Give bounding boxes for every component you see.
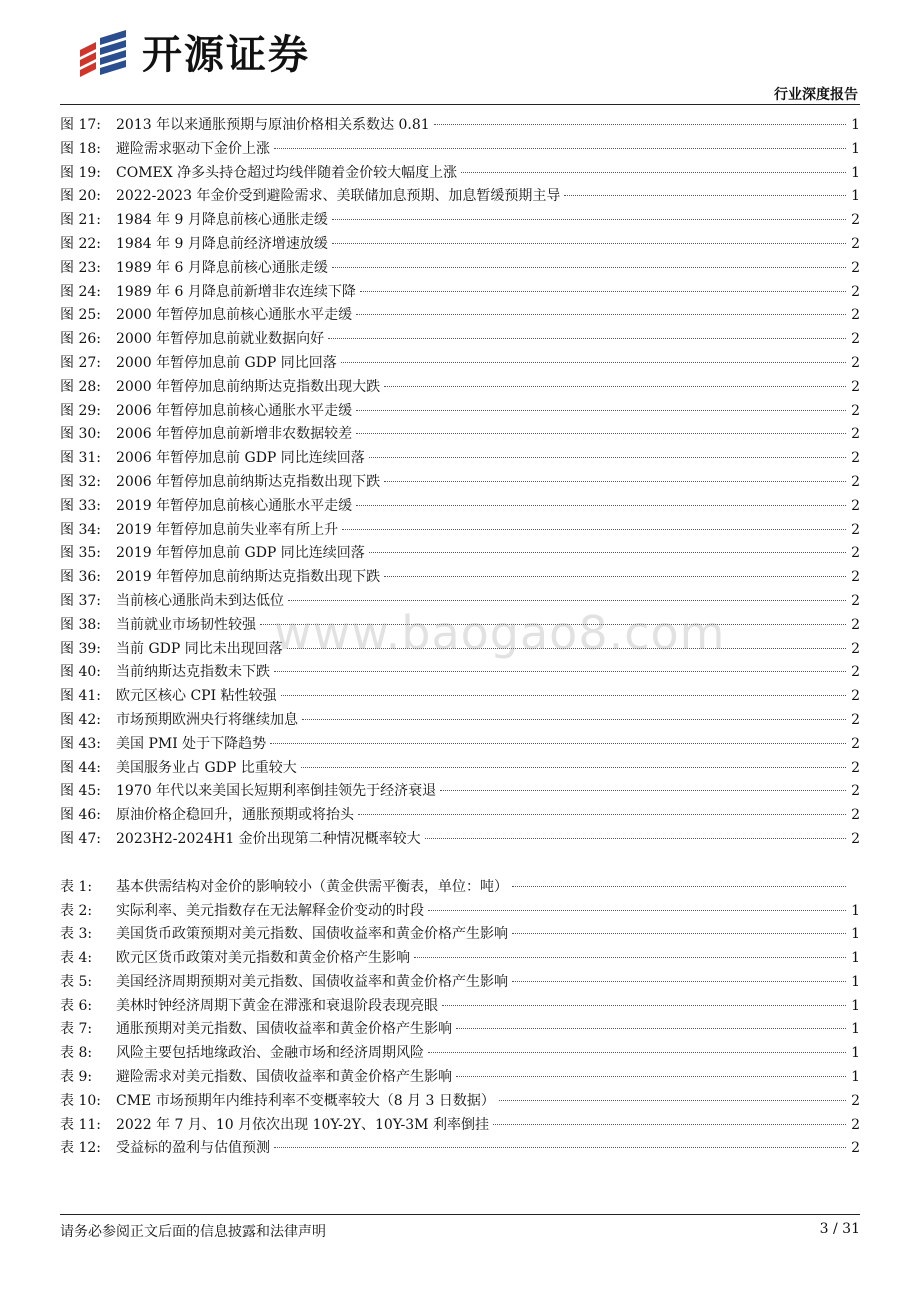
toc-entry-title: 2000 年暂停加息前纳斯达克指数出现大跌 bbox=[116, 378, 381, 395]
toc-entry-title: 2019 年暂停加息前纳斯达克指数出现下跌 bbox=[116, 569, 381, 586]
toc-entry-title: 通胀预期对美元指数、国债收益率和黄金价格产生影响 bbox=[116, 1021, 452, 1038]
toc-leader-dots bbox=[442, 1005, 846, 1006]
toc-leader-dots bbox=[564, 195, 846, 196]
toc-entry-number: 表 1: bbox=[60, 878, 93, 895]
toc-entry-page: 2 bbox=[851, 473, 860, 490]
toc-entry-number: 图 47: bbox=[60, 830, 101, 847]
toc-entry-page: 2 bbox=[851, 759, 860, 776]
toc-entry-title: 2006 年暂停加息前核心通胀水平走缓 bbox=[116, 402, 353, 419]
toc-leader-dots bbox=[384, 576, 846, 577]
toc-entry-number: 表 9: bbox=[60, 1069, 93, 1086]
toc-entry-title: 2006 年暂停加息前纳斯达克指数出现下跌 bbox=[116, 473, 381, 490]
toc-leader-dots bbox=[512, 933, 846, 934]
toc-entry-page: 2 bbox=[851, 664, 860, 681]
logo-text: 开源证券 bbox=[142, 32, 310, 78]
toc-entry-title: 美国经济周期预期对美元指数、国债收益率和黄金价格产生影响 bbox=[116, 973, 508, 990]
toc-leader-dots bbox=[512, 981, 846, 982]
toc-leader-dots bbox=[341, 362, 846, 363]
toc-table-entry[interactable] bbox=[60, 1018, 860, 1042]
toc-entry-number: 图 45: bbox=[60, 783, 101, 800]
toc-entry-page: 2 bbox=[851, 283, 860, 300]
toc-table-entry[interactable] bbox=[60, 1090, 860, 1114]
toc-table-entry[interactable] bbox=[60, 947, 860, 971]
toc-table-entry[interactable] bbox=[60, 876, 860, 900]
toc-leader-dots bbox=[274, 148, 846, 149]
toc-entry-page: 2 bbox=[851, 497, 860, 514]
toc-entry-number: 图 42: bbox=[60, 711, 101, 728]
toc-entry-page: 1 bbox=[851, 973, 860, 990]
toc-entry-page: 2 bbox=[851, 640, 860, 657]
toc-figure-entry[interactable] bbox=[60, 304, 860, 328]
toc-table-entry[interactable] bbox=[60, 995, 860, 1019]
toc-leader-dots bbox=[356, 410, 846, 411]
toc-entry-number: 表 5: bbox=[60, 973, 93, 990]
toc-figure-entry[interactable] bbox=[60, 447, 860, 471]
toc-entry-number: 图 37: bbox=[60, 592, 101, 609]
toc-figure-entry[interactable] bbox=[60, 400, 860, 424]
toc-entry-page: 1 bbox=[851, 1045, 860, 1062]
toc-leader-dots bbox=[384, 481, 846, 482]
toc-entry-number: 图 35: bbox=[60, 545, 101, 562]
toc-entry-number: 图 27: bbox=[60, 354, 101, 371]
toc-figure-entry[interactable] bbox=[60, 566, 860, 590]
toc-entry-number: 图 40: bbox=[60, 664, 101, 681]
toc-entry-number: 表 4: bbox=[60, 950, 93, 967]
toc-entry-title: 避险需求驱动下金价上涨 bbox=[116, 140, 270, 157]
company-logo bbox=[76, 28, 310, 82]
toc-entry-page: 2 bbox=[851, 402, 860, 419]
toc-leader-dots bbox=[288, 600, 846, 601]
toc-entry-number: 图 34: bbox=[60, 521, 101, 538]
toc-entry-title: 2022-2023 年金价受到避险需求、美联储加息预期、加息暂缓预期主导 bbox=[116, 188, 561, 205]
toc-entry-title: 1970 年代以来美国长短期利率倒挂领先于经济衰退 bbox=[116, 783, 437, 800]
toc-leader-dots bbox=[456, 1076, 846, 1077]
toc-table-entry[interactable] bbox=[60, 900, 860, 924]
footer-divider bbox=[60, 1214, 860, 1215]
toc-table-entry[interactable] bbox=[60, 1042, 860, 1066]
toc-entry-number: 图 18: bbox=[60, 140, 101, 157]
toc-figure-entry[interactable] bbox=[60, 114, 860, 138]
toc-entry-number: 表 3: bbox=[60, 926, 93, 943]
toc-leader-dots bbox=[328, 338, 846, 339]
page-number: 3 / 31 bbox=[819, 1221, 860, 1237]
toc-entry-number: 图 30: bbox=[60, 426, 101, 443]
toc-leader-dots bbox=[493, 1124, 846, 1125]
toc-entry-page: 1 bbox=[851, 926, 860, 943]
toc-figure-entry[interactable] bbox=[60, 328, 860, 352]
toc-entry-page: 2 bbox=[851, 783, 860, 800]
toc-figure-entry[interactable] bbox=[60, 757, 860, 781]
toc-entry-title: 原油价格企稳回升，通胀预期或将抬头 bbox=[116, 807, 354, 824]
toc-leader-dots bbox=[358, 814, 846, 815]
toc-entry-number: 表 11: bbox=[60, 1116, 101, 1133]
toc-table-entry[interactable] bbox=[60, 1066, 860, 1090]
toc-figure-entry[interactable] bbox=[60, 138, 860, 162]
toc-entry-number: 图 46: bbox=[60, 807, 101, 824]
toc-leader-dots bbox=[356, 433, 846, 434]
toc-entry-title: 1989 年 6 月降息前核心通胀走缓 bbox=[116, 259, 328, 276]
toc-entry-title: 2022 年 7 月、10 月依次出现 10Y-2Y、10Y-3M 利率倒挂 bbox=[116, 1116, 489, 1133]
toc-entry-number: 表 7: bbox=[60, 1021, 93, 1038]
toc-entry-number: 图 33: bbox=[60, 497, 101, 514]
toc-leader-dots bbox=[274, 1147, 846, 1148]
section-gap bbox=[60, 852, 860, 876]
toc-leader-dots bbox=[425, 838, 846, 839]
toc-figure-entry[interactable] bbox=[60, 780, 860, 804]
toc-figure-entry[interactable] bbox=[60, 661, 860, 685]
toc-leader-dots bbox=[342, 529, 846, 530]
toc-leader-dots bbox=[332, 219, 846, 220]
toc-entry-title: 美林时钟经济周期下黄金在滞涨和衰退阶段表现亮眼 bbox=[116, 997, 438, 1014]
toc-entry-number: 图 21: bbox=[60, 212, 101, 229]
toc-figure-entry[interactable] bbox=[60, 162, 860, 186]
toc-entry-number: 表 6: bbox=[60, 997, 93, 1014]
toc-entry-title: 2000 年暂停加息前 GDP 同比回落 bbox=[116, 354, 337, 371]
toc-entry-page: 2 bbox=[851, 1140, 860, 1157]
toc-figure-entry[interactable] bbox=[60, 423, 860, 447]
toc-entry-title: 2000 年暂停加息前就业数据向好 bbox=[116, 331, 325, 348]
toc-entry-title: 实际利率、美元指数存在无法解释金价变动的时段 bbox=[116, 902, 424, 919]
toc-entry-page: 2 bbox=[851, 830, 860, 847]
toc-entry-number: 图 29: bbox=[60, 402, 101, 419]
toc-entry-number: 图 17: bbox=[60, 117, 101, 133]
toc-entry-title: 风险主要包括地缘政治、金融市场和经济周期风险 bbox=[116, 1045, 424, 1062]
toc-entry-title: 1984 年 9 月降息前经济增速放缓 bbox=[116, 235, 328, 252]
toc-figure-entry[interactable] bbox=[60, 828, 860, 852]
toc-entry-number: 表 8: bbox=[60, 1045, 93, 1062]
toc-figure-entry[interactable] bbox=[60, 233, 860, 257]
toc-leader-dots bbox=[440, 790, 846, 791]
toc-leader-dots bbox=[434, 124, 846, 125]
toc-leader-dots bbox=[301, 767, 846, 768]
toc-entry-number: 图 26: bbox=[60, 331, 101, 348]
toc-figure-entry[interactable] bbox=[60, 542, 860, 566]
toc-entry-page: 2 bbox=[851, 592, 860, 609]
toc-entry-page: 2 bbox=[851, 545, 860, 562]
toc-figure-entry[interactable] bbox=[60, 733, 860, 757]
toc-entry-number: 图 23: bbox=[60, 259, 101, 276]
toc-entry-title: COMEX 净多头持仓超过均线伴随着金价较大幅度上涨 bbox=[116, 164, 458, 181]
toc-entry-title: 欧元区货币政策对美元指数和黄金价格产生影响 bbox=[116, 950, 410, 967]
toc-entry-page: 2 bbox=[851, 235, 860, 252]
toc-entry-title: 当前纳斯达克指数未下跌 bbox=[116, 664, 270, 681]
toc-table-entry[interactable] bbox=[60, 923, 860, 947]
toc-entry-page: 1 bbox=[851, 950, 860, 967]
toc-entry-page: 2 bbox=[851, 688, 860, 705]
toc-leader-dots bbox=[356, 314, 846, 315]
toc-entry-page: 1 bbox=[851, 1069, 860, 1086]
toc-figure-entry[interactable] bbox=[60, 495, 860, 519]
toc-entry-title: CME 市场预期年内维持利率不变概率较大（8 月 3 日数据） bbox=[116, 1092, 495, 1109]
toc-leader-dots bbox=[428, 910, 846, 911]
toc-entry-page: 2 bbox=[851, 259, 860, 276]
toc-figure-entry[interactable] bbox=[60, 352, 860, 376]
watermark: www.baogao8.com bbox=[274, 606, 726, 660]
toc-entry-number: 图 28: bbox=[60, 378, 101, 395]
toc-entry-page: 2 bbox=[851, 450, 860, 467]
toc-entry-number: 图 36: bbox=[60, 569, 101, 586]
toc-table-entry[interactable] bbox=[60, 1137, 860, 1161]
toc-leader-dots bbox=[274, 671, 846, 672]
toc-entry-title: 当前核心通胀尚未到达低位 bbox=[116, 592, 284, 609]
toc-leader-dots bbox=[384, 386, 846, 387]
toc-entry-title: 1984 年 9 月降息前核心通胀走缓 bbox=[116, 212, 328, 229]
toc-entry-page: 2 bbox=[851, 711, 860, 728]
toc-entry-page: 2 bbox=[851, 1092, 860, 1109]
toc-entry-page: 1 bbox=[851, 1021, 860, 1038]
toc-entry-title: 2023H2-2024H1 金价出现第二种情况概率较大 bbox=[116, 830, 421, 847]
toc-entry-number: 图 39: bbox=[60, 640, 101, 657]
figure-list bbox=[60, 114, 860, 852]
toc-entry-title: 2000 年暂停加息前核心通胀水平走缓 bbox=[116, 307, 353, 324]
toc-figure-entry[interactable] bbox=[60, 709, 860, 733]
toc-figure-entry[interactable] bbox=[60, 209, 860, 233]
toc-entry-number: 图 32: bbox=[60, 473, 101, 490]
toc-entry-title: 受益标的盈利与估值预测 bbox=[116, 1140, 270, 1157]
toc-entry-number: 图 22: bbox=[60, 235, 101, 252]
toc-leader-dots bbox=[281, 695, 846, 696]
toc-entry-title: 美国服务业占 GDP 比重较大 bbox=[116, 759, 297, 776]
report-type-label: 行业深度报告 bbox=[774, 87, 858, 103]
toc-entry-page: 2 bbox=[851, 426, 860, 443]
toc-entry-title: 市场预期欧洲央行将继续加息 bbox=[116, 711, 298, 728]
toc-entry-title: 2006 年暂停加息前 GDP 同比连续回落 bbox=[116, 450, 365, 467]
toc-leader-dots bbox=[270, 743, 846, 744]
toc-entry-page: 2 bbox=[851, 331, 860, 348]
logo-mark-icon bbox=[76, 28, 132, 82]
toc-leader-dots bbox=[512, 886, 846, 887]
toc-entry-page: 2 bbox=[851, 378, 860, 395]
toc-entry-title: 2019 年暂停加息前核心通胀水平走缓 bbox=[116, 497, 353, 514]
toc-entry-number: 表 10: bbox=[60, 1092, 101, 1109]
header-divider bbox=[60, 104, 860, 105]
toc-leader-dots bbox=[461, 172, 846, 173]
toc-leader-dots bbox=[456, 1028, 846, 1029]
toc-leader-dots bbox=[414, 957, 846, 958]
toc-entry-page: 1 bbox=[851, 997, 860, 1014]
toc-leader-dots bbox=[302, 719, 846, 720]
toc-entry-page: 1 bbox=[851, 188, 860, 205]
toc-entry-page: 2 bbox=[851, 1116, 860, 1133]
toc-leader-dots bbox=[332, 267, 846, 268]
toc-entry-number: 图 43: bbox=[60, 735, 101, 752]
toc-entry-number: 图 25: bbox=[60, 307, 101, 324]
toc-figure-entry[interactable] bbox=[60, 257, 860, 281]
footer-disclaimer: 请务必参阅正文后面的信息披露和法律声明 bbox=[60, 1224, 326, 1240]
toc-entry-page: 2 bbox=[851, 616, 860, 633]
toc-figure-entry[interactable] bbox=[60, 376, 860, 400]
toc-figure-entry[interactable] bbox=[60, 185, 860, 209]
toc-entry-title: 2019 年暂停加息前失业率有所上升 bbox=[116, 521, 339, 538]
toc-leader-dots bbox=[360, 291, 846, 292]
toc-entry-title: 避险需求对美元指数、国债收益率和黄金价格产生影响 bbox=[116, 1069, 452, 1086]
toc-entry-title: 基本供需结构对金价的影响较小（黄金供需平衡表，单位：吨） bbox=[116, 878, 508, 895]
table-list bbox=[60, 876, 860, 1162]
toc-leader-dots bbox=[369, 552, 846, 553]
toc-entry-page: 1 bbox=[851, 902, 860, 919]
toc-entry-number: 图 20: bbox=[60, 188, 101, 205]
toc-leader-dots bbox=[356, 505, 846, 506]
toc-leader-dots bbox=[428, 1052, 846, 1053]
toc-figure-entry[interactable] bbox=[60, 281, 860, 305]
toc-entry-title: 2006 年暂停加息前新增非农数据较差 bbox=[116, 426, 353, 443]
toc-table-entry[interactable] bbox=[60, 1114, 860, 1138]
toc-entry-page: 2 bbox=[851, 521, 860, 538]
toc-entry-number: 图 19: bbox=[60, 164, 101, 181]
toc-entry-page: 2 bbox=[851, 569, 860, 586]
toc-entry-page: 1 bbox=[851, 164, 860, 181]
toc-entry-page: 2 bbox=[851, 212, 860, 229]
page-header bbox=[60, 22, 860, 102]
toc-entry-title: 美国 PMI 处于下降趋势 bbox=[116, 735, 267, 752]
toc-table-entry[interactable] bbox=[60, 971, 860, 995]
toc-entry-number: 图 44: bbox=[60, 759, 101, 776]
toc-entry-page: 2 bbox=[851, 735, 860, 752]
toc-leader-dots bbox=[369, 457, 846, 458]
toc-entry-title: 当前就业市场韧性较强 bbox=[116, 616, 256, 633]
toc-leader-dots bbox=[499, 1100, 846, 1101]
toc-entry-title: 2013 年以来通胀预期与原油价格相关系数达 0.81 bbox=[116, 117, 430, 133]
toc-entry-number: 图 41: bbox=[60, 688, 101, 705]
toc-entry-title: 欧元区核心 CPI 粘性较强 bbox=[116, 688, 277, 705]
toc-entry-page: 2 bbox=[851, 354, 860, 371]
toc-entry-title: 美国货币政策预期对美元指数、国债收益率和黄金价格产生影响 bbox=[116, 926, 508, 943]
toc-figure-entry[interactable] bbox=[60, 804, 860, 828]
toc-entry-number: 图 31: bbox=[60, 450, 101, 467]
toc-entry-number: 图 38: bbox=[60, 616, 101, 633]
toc-entry-title: 1989 年 6 月降息前新增非农连续下降 bbox=[116, 283, 356, 300]
toc-entry-page: 2 bbox=[851, 307, 860, 324]
toc-entry-page: 1 bbox=[851, 117, 860, 133]
toc-entry-title: 2019 年暂停加息前 GDP 同比连续回落 bbox=[116, 545, 365, 562]
toc-figure-entry[interactable] bbox=[60, 471, 860, 495]
toc-entry-page: 2 bbox=[851, 807, 860, 824]
toc-figure-entry[interactable] bbox=[60, 685, 860, 709]
toc-entry-title: 当前 GDP 同比未出现回落 bbox=[116, 640, 283, 657]
toc-leader-dots bbox=[332, 243, 846, 244]
toc-entry-number: 表 12: bbox=[60, 1140, 101, 1157]
toc-entry-number: 表 2: bbox=[60, 902, 93, 919]
toc-entry-page: 1 bbox=[851, 140, 860, 157]
toc-figure-entry[interactable] bbox=[60, 519, 860, 543]
toc-entry-number: 图 24: bbox=[60, 283, 101, 300]
